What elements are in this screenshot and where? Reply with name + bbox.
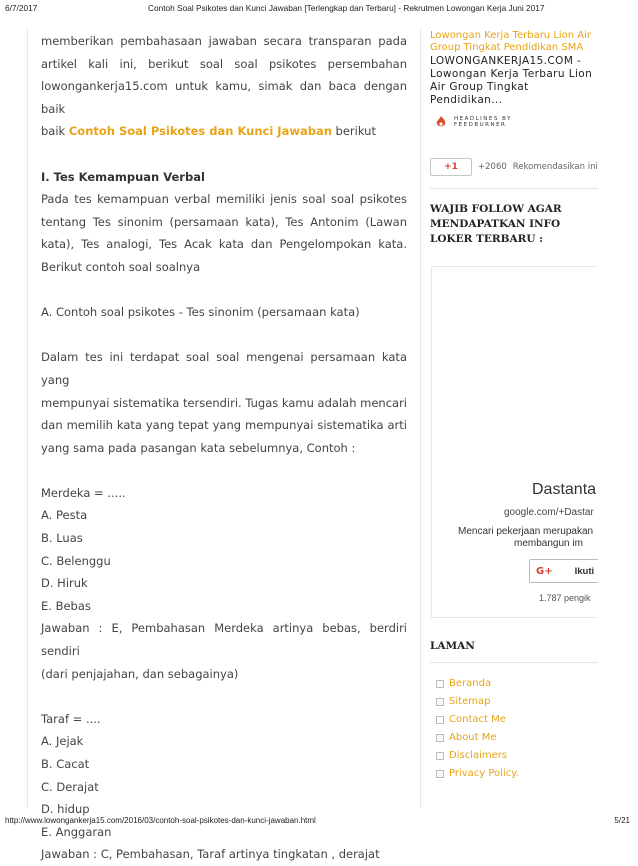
gplus-recommend-row xyxy=(430,158,598,176)
profile-url[interactable]: google.com/+Dastar xyxy=(504,507,594,518)
answer-explanation: (dari penjajahan, dan sebagainya) xyxy=(41,666,239,681)
section-line: Berikut contoh soal soalnya xyxy=(41,259,201,274)
answer-option: B. Cacat xyxy=(41,757,90,771)
gplus-one-button[interactable]: +1 xyxy=(430,158,472,176)
feed-snippet: LOWONGANKERJA15.COM - Lowongan Kerja Terbaru Lion Air Group Tingkat Pendidikan... xyxy=(430,55,593,106)
gplus-recommend-text: Rekomendasikan ini xyxy=(512,162,598,172)
print-url: http://www.lowongankerja15.com/2016/03/contoh-soal-psikotes-dan-kunci-jawaban.html xyxy=(5,816,316,825)
answer-explanation: Jawaban : E, Pembahasan Merdeka artinya bebas, berdiri sendiri xyxy=(41,621,407,659)
page-link-sitemap[interactable]: Sitemap xyxy=(436,693,519,711)
description-line: Dalam tes ini terdapat soal soal mengenai persamaan kata yang xyxy=(41,350,407,387)
page-link-privacy[interactable]: Privacy Policy. xyxy=(436,765,519,783)
section-heading: I. Tes Kemampuan Verbal xyxy=(41,169,205,184)
page-link-about[interactable]: About Me xyxy=(436,729,519,747)
profile-description: Mencari pekerjaan merupakan xyxy=(458,526,594,537)
intro-line: memberikan pembahasaan jawaban secara transparan pada xyxy=(41,34,407,48)
answer-option: B. Luas xyxy=(41,531,83,546)
subsection-heading: A. Contoh soal psikotes - Tes sinonim (persamaan kata) xyxy=(41,305,360,320)
section-line: tentang Tes sinonim (persamaan kata), Tes Antonim (Lawan xyxy=(41,214,407,229)
answer-option: A. Pesta xyxy=(41,508,88,523)
feedburner-label: HEADLINES BY xyxy=(454,115,512,122)
page-link-disclaimers[interactable]: Disclaimers xyxy=(436,747,519,765)
answer-option: D. Hiruk xyxy=(41,576,88,591)
follow-button[interactable] xyxy=(529,559,598,583)
section-line: kata), Tes analogi, Tes Acak kata dan Pengelompokan kata. xyxy=(41,237,407,252)
gplus-icon: G+ xyxy=(536,565,553,577)
article-body xyxy=(41,30,407,866)
description-line: dan memilih kata yang tepat yang mempunyai sistematika arti xyxy=(41,418,407,433)
feedburner-label: FEEDBURNER xyxy=(454,122,507,128)
pages-heading: LAMAN xyxy=(430,640,475,652)
print-title: Contoh Soal Psikotes dan Kunci Jawaban [Terlengkap dan Terbaru] - Rekrutmen Lowongan Kerja Juni 2017 xyxy=(148,3,545,13)
bullet-icon xyxy=(436,680,444,688)
feedburner-flame-icon xyxy=(434,115,448,129)
sidebar xyxy=(430,30,598,779)
page-number: 5/21 xyxy=(614,816,630,825)
description-line: yang sama pada pasangan kata sebelumnya, Contoh : xyxy=(41,440,356,455)
feed-headline-link[interactable]: Lowongan Kerja Terbaru Lion Air Group Tingkat Pendidikan SMA xyxy=(430,30,592,53)
page-link-contact[interactable]: Contact Me xyxy=(436,711,519,729)
bullet-icon xyxy=(436,770,444,778)
gplus-profile-card xyxy=(431,266,598,618)
print-header xyxy=(0,3,638,17)
answer-option: E. Anggaran xyxy=(41,824,112,839)
bullet-icon xyxy=(436,698,444,706)
divider xyxy=(430,662,598,663)
section-line: Pada tes kemampuan verbal memiliki jenis soal soal psikotes xyxy=(41,192,407,207)
intro-line: lowongankerja15.com untuk kamu, simak dan baca dengan baik xyxy=(41,79,407,116)
answer-option: E. Bebas xyxy=(41,598,91,613)
answer-option: C. Derajat xyxy=(41,779,99,794)
profile-name: Dastanta xyxy=(532,481,597,498)
answer-explanation: Jawaban : C, Pembahasan, Taraf artinya tingkatan , derajat xyxy=(41,847,380,862)
answer-option: A. Jejak xyxy=(41,734,84,749)
gplus-count: +2060 xyxy=(478,162,507,172)
intro-line: baik Contoh Soal Psikotes dan Kunci Jawaban berikut xyxy=(41,124,376,139)
follow-heading: WAJIB FOLLOW AGAR MENDAPATKAN INFO LOKER TERBARU : xyxy=(430,203,562,245)
answer-option: D. hidup xyxy=(41,802,90,817)
answer-option: C. Belenggu xyxy=(41,553,111,568)
bullet-icon xyxy=(436,716,444,724)
pages-list xyxy=(436,675,519,783)
question-text: Taraf = .... xyxy=(41,711,101,726)
bullet-icon xyxy=(436,734,444,742)
profile-description: membangun im xyxy=(514,538,583,549)
description-line: mempunyai sistematika tersendiri. Tugas kamu adalah mencari xyxy=(41,395,407,410)
intro-line: artikel kali ini, berikut soal soal psikotes persembahan xyxy=(41,56,407,71)
print-date: 6/7/2017 xyxy=(5,3,38,13)
question-text: Merdeka = ..... xyxy=(41,485,126,500)
divider xyxy=(430,188,598,189)
bullet-icon xyxy=(436,752,444,760)
page-link-beranda[interactable]: Beranda xyxy=(436,675,519,693)
article-link[interactable]: Contoh Soal Psikotes dan Kunci Jawaban xyxy=(68,124,332,139)
follow-label: Ikuti xyxy=(574,565,595,577)
follower-count: 1.787 pengik xyxy=(539,593,591,603)
feedburner-badge[interactable] xyxy=(430,111,598,133)
